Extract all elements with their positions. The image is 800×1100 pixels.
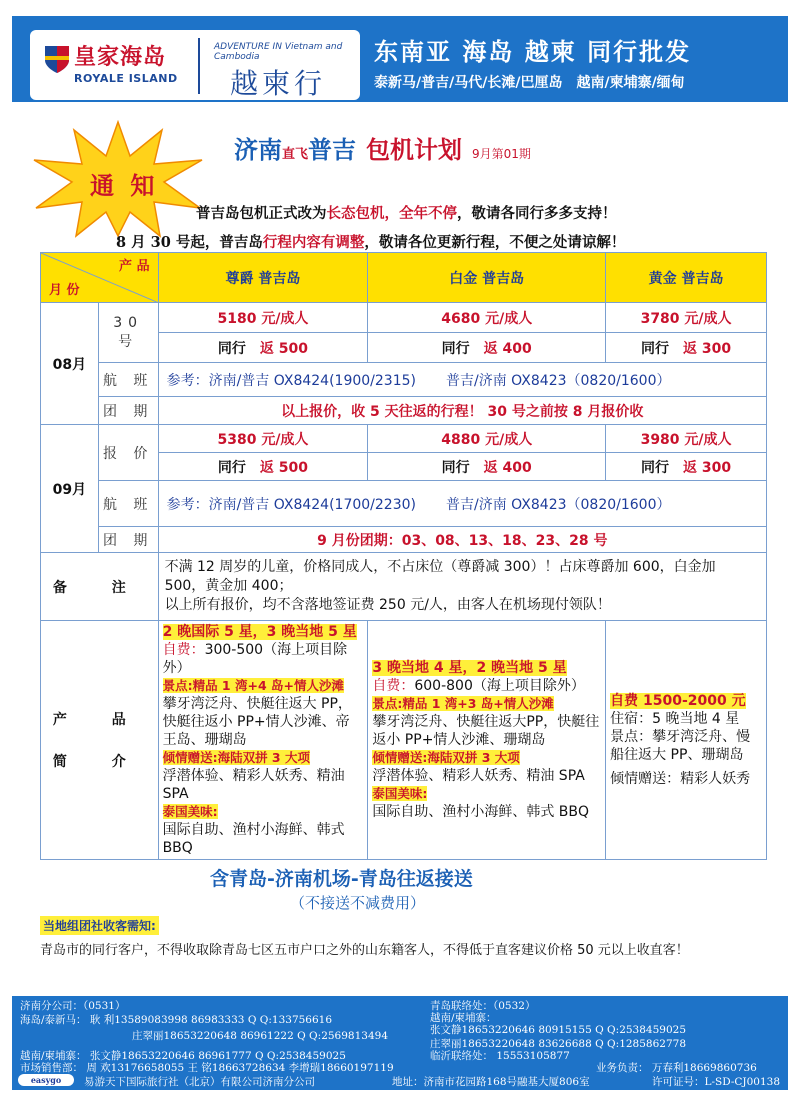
footer-line-e1: 易游天下国际旅行社（北京）有限公司济南分公司 (84, 1076, 315, 1088)
intro-1-self-label: 自费： (162, 642, 205, 658)
notice-1a: 普吉岛包机正式改为 (196, 205, 327, 222)
corner-month: 月 份 (49, 283, 80, 298)
logo-box (30, 30, 360, 100)
table-corner (41, 253, 159, 303)
sep-group-text: 9 月份团期：03、08、13、18、23、28 号 (158, 527, 766, 553)
month-aug: 08月 (41, 303, 99, 425)
intro-1-food: 泰国美味: (162, 804, 218, 819)
logo2-text-cn: 越柬行 (230, 67, 327, 100)
sep-flight-info (158, 481, 766, 527)
title-direct: 直飞 (282, 147, 309, 162)
logo2-text-en: ADVENTURE IN Vietnam and Cambodia (214, 42, 343, 62)
intro-label-2: 简 介 (52, 754, 146, 770)
aug-group-text: 以上报价，收 5 天往返的行程！ 30 号之前按 8 月报价收 (158, 397, 766, 425)
title-dest: 普吉 (308, 136, 357, 164)
intro-product-3 (606, 621, 767, 860)
footer-line-b3: 庄翠丽18653220648 83626688 Q Q:1285862778 (430, 1038, 686, 1050)
intro-label (41, 621, 159, 860)
notes-content (158, 553, 766, 621)
flight-out: 参考：济南/普吉 OX8424(1700/2230) (166, 496, 416, 513)
aug-price-2: 4680 元/成人 (368, 303, 606, 333)
footer-line-a2: 庄翠丽18653220648 86961222 Q Q:2569813494 (132, 1030, 388, 1042)
intro-2-gift-text: 浮潜体验、精彩人妖秀、精油 SPA (372, 768, 585, 784)
product-header-2: 白金 普吉岛 (368, 253, 606, 303)
intro-product-1 (158, 621, 368, 860)
notice-line-2 (116, 231, 625, 252)
sep-rebate-3 (606, 453, 767, 481)
intro-2-self-text: 600-800（海上项目除外） (414, 678, 585, 694)
footer-line-b2: 张文静18653220646 80915155 Q Q:2538459025 (430, 1024, 686, 1036)
intro-1-self-text: 300-500（海上项目除外） (162, 642, 348, 676)
note-line-1: 不满 12 周岁的儿童，价格同成人，不占床位（尊爵减 300）！占床尊爵加 600，白金加 500，黄金加 400； (164, 559, 716, 594)
sep-price-1: 5380 元/成人 (158, 425, 368, 453)
header-subtitle: 泰新马/普吉/马代/长滩/巴厘岛 越南/柬埔寨/缅甸 (374, 75, 685, 91)
intro-label-1: 产 品 (52, 712, 146, 728)
rebate-label: 同行 (641, 340, 669, 357)
sep-rebate-2 (368, 453, 606, 481)
rebate-label: 同行 (217, 340, 246, 357)
footer-line-b1: 越南/柬埔寨： (430, 1012, 497, 1024)
flight-back: 普吉/济南 OX8423（0820/1600） (446, 496, 671, 513)
intro-3-spots: 景点：攀牙湾泛舟、慢船往返大 PP、珊瑚岛 (610, 729, 751, 763)
footer-line-d1: 市场销售部： 周 欢13176658055 王 铭18663728634 李增瑞18660197119 (20, 1062, 394, 1074)
header-banner (12, 16, 788, 102)
intro-1-food-text: 国际自助、渔村小海鲜、韩式BBQ (162, 822, 345, 856)
notice-1b: 长态包机，全年不停 (326, 205, 457, 222)
aug-rebate-1 (158, 333, 368, 363)
intro-1-gift-text: 浮潜体验、精彩人妖秀、精油SPA (162, 768, 345, 802)
rebate-value: 返 500 (259, 459, 309, 476)
footer-line-e3: 许可证号：L-SD-CJ00138 (652, 1076, 781, 1088)
transfer-sub: （不接送不减费用） (290, 894, 426, 912)
footer-line-e2: 地址：济南市花园路168号融基大厦806室 (392, 1076, 590, 1088)
intro-1-title: 2 晚国际 5 星，3 晚当地 5 星 (162, 624, 357, 640)
rebate-label: 同行 (641, 459, 669, 476)
price-table (40, 252, 767, 860)
local-agency-heading: 当地组团社收客需知: (40, 916, 159, 935)
footer-qingdao: 青岛联络处：（0532） (430, 1000, 536, 1012)
page-title (234, 130, 531, 165)
rebate-value: 返 300 (683, 459, 732, 476)
aug-price-3: 3780 元/成人 (606, 303, 767, 333)
aug-flight-info (158, 363, 766, 397)
footer-line-c1: 越南/柬埔寨： 张文静18653220646 86961777 Q Q:2538459025 (20, 1050, 346, 1062)
sep-rebate-1 (158, 453, 368, 481)
logo-divider (198, 38, 200, 94)
intro-product-2 (368, 621, 606, 860)
contact-footer (12, 996, 788, 1090)
intro-3-title: 自费 1500-2000 元 (610, 693, 746, 709)
flight-out: 参考：济南/普吉 OX8424(1900/2315) (166, 372, 416, 389)
corner-product: 产 品 (119, 259, 150, 274)
flight-back: 普吉/济南 OX8423（0820/1600） (446, 372, 671, 389)
aug-flight-label: 航 班 (98, 363, 158, 397)
notice-2c: ，敬请各位更新行程，不便之处请谅解！ (364, 234, 626, 251)
notice-2a: 8 月 30 号起，普吉岛 (116, 234, 263, 251)
title-city: 济南 (234, 136, 282, 164)
footer-jinan: 济南分公司：（0531） (20, 1000, 126, 1012)
month-sep: 09月 (41, 425, 99, 553)
aug-group-label: 团 期 (98, 397, 158, 425)
product-header-3: 黄金 普吉岛 (606, 253, 767, 303)
intro-3-gift: 倾情赠送：精彩人妖秀 (610, 771, 751, 787)
intro-2-spots-text: 攀牙湾泛舟、快艇往返大PP，快艇往返小 PP+情人沙滩、珊瑚岛 (372, 714, 600, 748)
intro-2-food-text: 国际自助、渔村小海鲜、韩式 BBQ (372, 804, 590, 820)
sep-price-label: 报 价 (98, 425, 158, 481)
notice-2b: 行程内容有调整 (262, 234, 365, 251)
easygo-logo: easygo (18, 1074, 74, 1086)
aug-date-label: 30 号 (98, 303, 158, 363)
intro-2-spots: 景点:精品 1 湾+3 岛+情人沙滩 (372, 696, 554, 711)
aug-rebate-2 (368, 333, 606, 363)
logo-text-cn: 皇家海岛 (74, 45, 167, 70)
rebate-label: 同行 (441, 340, 470, 357)
intro-2-title: 3 晚当地 4 星，2 晚当地 5 星 (372, 660, 567, 676)
notice-line-1 (196, 202, 617, 223)
rebate-value: 返 400 (483, 459, 532, 476)
shield-icon (44, 44, 70, 74)
sep-price-2: 4880 元/成人 (368, 425, 606, 453)
intro-2-self-label: 自费： (372, 678, 415, 694)
intro-1-spots: 景点:精品 1 湾+4 岛+情人沙滩 (162, 678, 344, 693)
notice-1c: ，敬请各同行多多支持！ (457, 205, 617, 222)
sep-group-label: 团 期 (98, 527, 158, 553)
sep-flight-label: 航 班 (98, 481, 158, 527)
rebate-value: 返 400 (483, 340, 532, 357)
aug-price-1: 5180 元/成人 (158, 303, 368, 333)
note-line-2: 以上所有报价，均不含落地签证费 250 元/人，由客人在机场现付领队！ (164, 597, 611, 613)
issue-number: 9月第01期 (472, 147, 531, 161)
rebate-label: 同行 (217, 459, 246, 476)
transfer-title: 含青岛-济南机场-青岛往返接送 (210, 868, 473, 890)
footer-line-c2: 临沂联络处： 15553105877 (430, 1050, 570, 1062)
intro-1-gift: 倾情赠送:海陆双拼 3 大项 (162, 750, 310, 765)
local-agency-text: 青岛市的同行客户，不得收取除青岛七区五市户口之外的山东籍客人，不得低于直客建议价格 50 元以上收直客！ (40, 943, 689, 958)
rebate-label: 同行 (441, 459, 470, 476)
intro-2-food: 泰国美味: (372, 786, 428, 801)
intro-3-stay: 住宿：5 晚当地 4 星 (610, 711, 740, 727)
product-header-1: 尊爵 普吉岛 (158, 253, 368, 303)
intro-2-gift: 倾情赠送:海陆双拼 3 大项 (372, 750, 520, 765)
header-title: 东南亚 海岛 越柬 同行批发 (374, 38, 692, 66)
title-plan: 包机计划 (366, 136, 463, 164)
notes-label: 备 注 (41, 553, 159, 621)
rebate-value: 返 300 (683, 340, 732, 357)
aug-rebate-3 (606, 333, 767, 363)
footer-line-a1: 海岛/泰新马： 耿 利13589083998 86983333 Q Q:133756616 (20, 1014, 333, 1026)
intro-1-spots-text: 攀牙湾泛舟、快艇往返大 PP，快艇往返小 PP+情人沙滩、帝王岛、珊瑚岛 (162, 696, 352, 748)
logo-text-en: ROYALE ISLAND (74, 72, 178, 85)
footer-line-d2: 业务负责： 万春利18669860736 (596, 1062, 757, 1074)
rebate-value: 返 500 (259, 340, 309, 357)
notice-label: 通 知 (90, 172, 159, 200)
sep-price-3: 3980 元/成人 (606, 425, 767, 453)
